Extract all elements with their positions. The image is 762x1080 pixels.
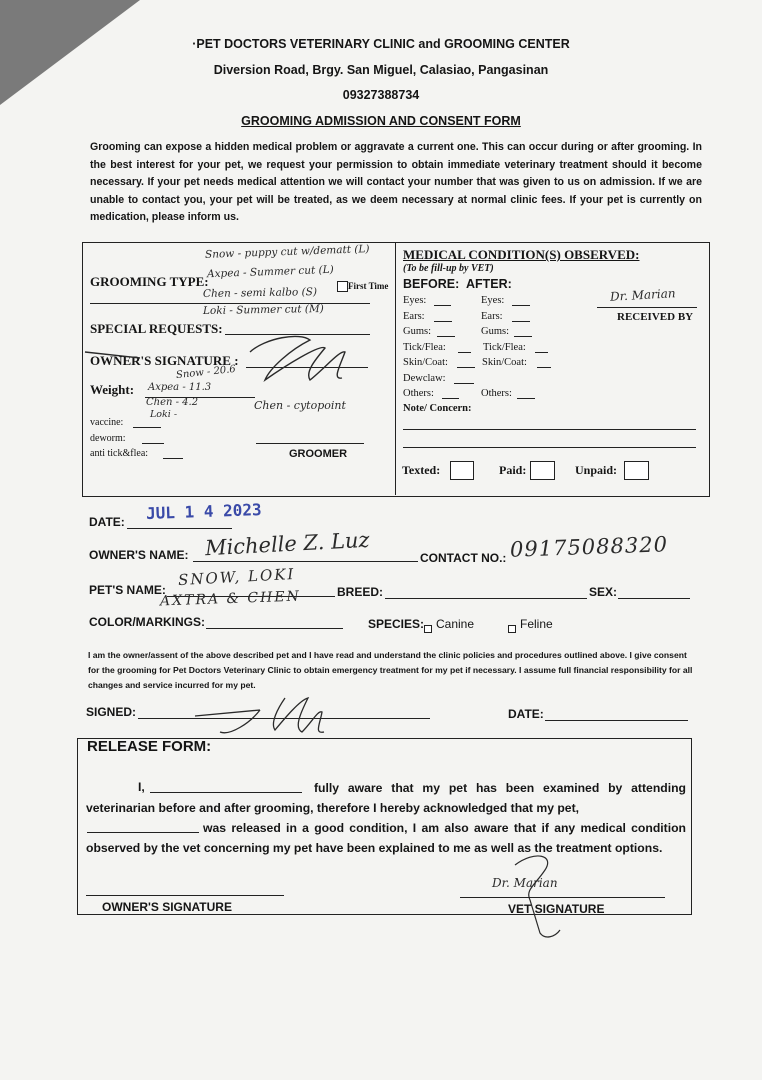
before-gums-line: [437, 336, 455, 337]
after-skin-line: [537, 367, 551, 368]
vaccine-line: [133, 427, 161, 428]
signed-date-label: DATE:: [508, 707, 544, 721]
signed-signature-scribble: [190, 688, 350, 738]
special-requests-label: SPECIAL REQUESTS:: [90, 321, 223, 336]
release-owner-sig-line: [86, 895, 284, 896]
release-text-2: was released in a good condition, I am also aware that if any medical condition observed by the vet concerning my pet have been explained to me as well as the treatment options.: [86, 821, 686, 855]
after-ears-label: Ears:: [481, 311, 503, 322]
before-tick-label: Tick/Flea:: [403, 342, 446, 353]
before-skin-line: [457, 367, 475, 368]
date-stamp: JUL 1 4 2023: [145, 499, 262, 524]
dewclaw-line: [454, 383, 474, 384]
dewclaw-label: Dewclaw:: [403, 373, 446, 384]
release-form-title: RELEASE FORM:: [87, 738, 212, 755]
feline-label: Feline: [520, 617, 553, 631]
sex-line: [618, 598, 690, 599]
weight-hand-4: Loki -: [150, 409, 178, 420]
before-ears-label: Ears:: [403, 311, 425, 322]
intro-paragraph: Grooming can expose a hidden medical problem or aggravate a current one. This can occur during or after grooming. In the best interest for your pet, we request your permission to obtain immediate veterinary treatment should it become necessary. If your pet needs medical attention we will contact your number that was given to us on admission. If we are unable to contact you, your pet will be treated, as we deem necessary at normal clinic fees. If your pet is currently on medication, please inform us.: [90, 141, 702, 223]
breed-label: BREED:: [337, 585, 384, 599]
before-others-label: Others:: [403, 388, 434, 399]
received-by-label: RECEIVED BY: [617, 311, 694, 323]
after-gums-line: [514, 336, 532, 337]
after-skin-label: Skin/Coat:: [482, 357, 527, 368]
after-eyes-label: Eyes:: [481, 295, 505, 306]
clinic-name: ·PET DOCTORS VETERINARY CLINIC and GROOMING CENTER: [192, 37, 570, 51]
contact-label: CONTACT NO.:: [420, 551, 507, 565]
species-label: SPECIES:: [368, 617, 425, 631]
note-concern-label: Note/ Concern:: [403, 403, 472, 414]
after-label: AFTER:: [466, 277, 512, 291]
canine-label: Canine: [436, 617, 475, 631]
first-time-label: First Time: [348, 281, 389, 291]
owner-signature-label: OWNER'S SIGNATURE :: [90, 353, 239, 368]
clinic-address: Diversion Road, Brgy. San Miguel, Calasiao, Pangasinan: [213, 63, 549, 77]
after-eyes-line: [512, 305, 530, 306]
date-line: [127, 528, 232, 529]
handwritten-groom-3: Chen - semi kalbo (S): [202, 286, 318, 300]
before-tick-line: [458, 352, 471, 353]
owner-signature-scribble: [80, 330, 360, 390]
release-owner-signature-label: OWNER'S SIGNATURE: [102, 900, 232, 914]
release-i-label: I,: [138, 780, 145, 794]
groomer-note: Chen - cytopoint: [254, 399, 346, 412]
breed-line: [385, 598, 587, 599]
before-eyes-label: Eyes:: [403, 295, 427, 306]
handwritten-groom-1: Snow - puppy cut w/dematt (L): [204, 243, 370, 261]
before-others-line: [442, 398, 459, 399]
vet-signature-hand: Dr. Marian: [492, 876, 558, 890]
clinic-phone: 09327388734: [342, 88, 420, 102]
antitick-line: [163, 458, 183, 459]
handwritten-groom-4: Loki - Summer cut (M): [202, 302, 324, 318]
before-eyes-line: [434, 305, 451, 306]
before-gums-label: Gums:: [403, 326, 432, 337]
signed-date-line: [545, 720, 688, 721]
vet-signature-line: [460, 897, 665, 898]
canine-checkbox[interactable]: [424, 620, 432, 638]
weight-label: Weight:: [90, 382, 135, 397]
owner-name-line: [193, 561, 418, 562]
sex-label: SEX:: [589, 585, 618, 599]
received-by-line: [597, 307, 697, 308]
weight-hand-3: Chen - 4.2: [146, 397, 199, 408]
vaccine-label: vaccine:: [90, 417, 124, 428]
weight-hand-2: Axpea - 11.3: [148, 382, 212, 393]
note-line-2: [403, 447, 696, 448]
received-by-signature: Dr. Marian: [609, 286, 676, 304]
form-title: GROOMING ADMISSION AND CONSENT FORM: [241, 114, 521, 128]
before-label: BEFORE:: [403, 277, 460, 291]
first-time-checkbox[interactable]: [337, 279, 348, 297]
paid-label: Paid:: [499, 463, 527, 477]
paid-checkbox[interactable]: [530, 461, 555, 485]
grooming-type-label: GROOMING TYPE:: [90, 274, 209, 289]
after-others-label: Others:: [481, 388, 512, 399]
deworm-line: [142, 443, 164, 444]
pet-name-label: PET'S NAME:: [89, 583, 166, 597]
handwritten-groom-2: Axpea - Summer cut (L): [206, 263, 334, 281]
owner-name-label: OWNER'S NAME:: [89, 548, 189, 562]
unpaid-checkbox[interactable]: [624, 461, 649, 485]
owner-name-value: Michelle Z. Luz: [204, 527, 371, 561]
note-line-1: [403, 429, 696, 430]
contact-value: 09175088320: [509, 532, 669, 562]
groomer-line: [256, 443, 364, 444]
groomer-label: GROOMER: [289, 448, 348, 460]
texted-checkbox[interactable]: [450, 461, 474, 485]
unpaid-label: Unpaid:: [575, 463, 618, 477]
date-label: DATE:: [89, 515, 125, 529]
pet-name-value-1: SNOW, LOKI: [177, 564, 296, 590]
after-others-line: [517, 398, 535, 399]
consent-paragraph: I am the owner/assent of the above described pet and I have read and understand the clinic policies and procedures outlined above. I give consent for the grooming for Pet Doctors Veterinary Clinic to obtain emergency treatment for my pet if necessary. I assume full financial responsibility for all changes and service incurred for my pet.: [88, 650, 693, 690]
texted-label: Texted:: [402, 463, 441, 477]
pet-name-value-2: AXTRA & CHEN: [159, 588, 302, 610]
antitick-label: anti tick&flea:: [90, 448, 149, 459]
after-tick-label: Tick/Flea:: [483, 342, 526, 353]
after-gums-label: Gums:: [481, 326, 510, 337]
color-markings-label: COLOR/MARKINGS:: [89, 615, 205, 629]
vet-signature-label: VET SIGNATURE: [508, 902, 605, 916]
medical-title: MEDICAL CONDITION(S) OBSERVED:: [403, 247, 640, 262]
vet-signature-scribble: [495, 845, 575, 940]
after-tick-line: [535, 352, 548, 353]
color-markings-line: [206, 628, 343, 629]
deworm-label: deworm:: [90, 433, 126, 444]
before-ears-line: [434, 321, 452, 322]
after-ears-line: [512, 321, 530, 322]
signed-label: SIGNED:: [86, 705, 137, 719]
medical-subtitle: (To be fill-up by VET): [403, 263, 494, 274]
feline-checkbox[interactable]: [508, 620, 516, 638]
box-divider: [395, 243, 396, 495]
weight-hand-1: Snow - 20.6: [175, 363, 237, 382]
before-skin-label: Skin/Coat:: [403, 357, 448, 368]
release-text-1: fully aware that my pet has been examined by attending veterinarian before and after grooming, therefore I hereby acknowledged that my pet,: [86, 781, 686, 815]
